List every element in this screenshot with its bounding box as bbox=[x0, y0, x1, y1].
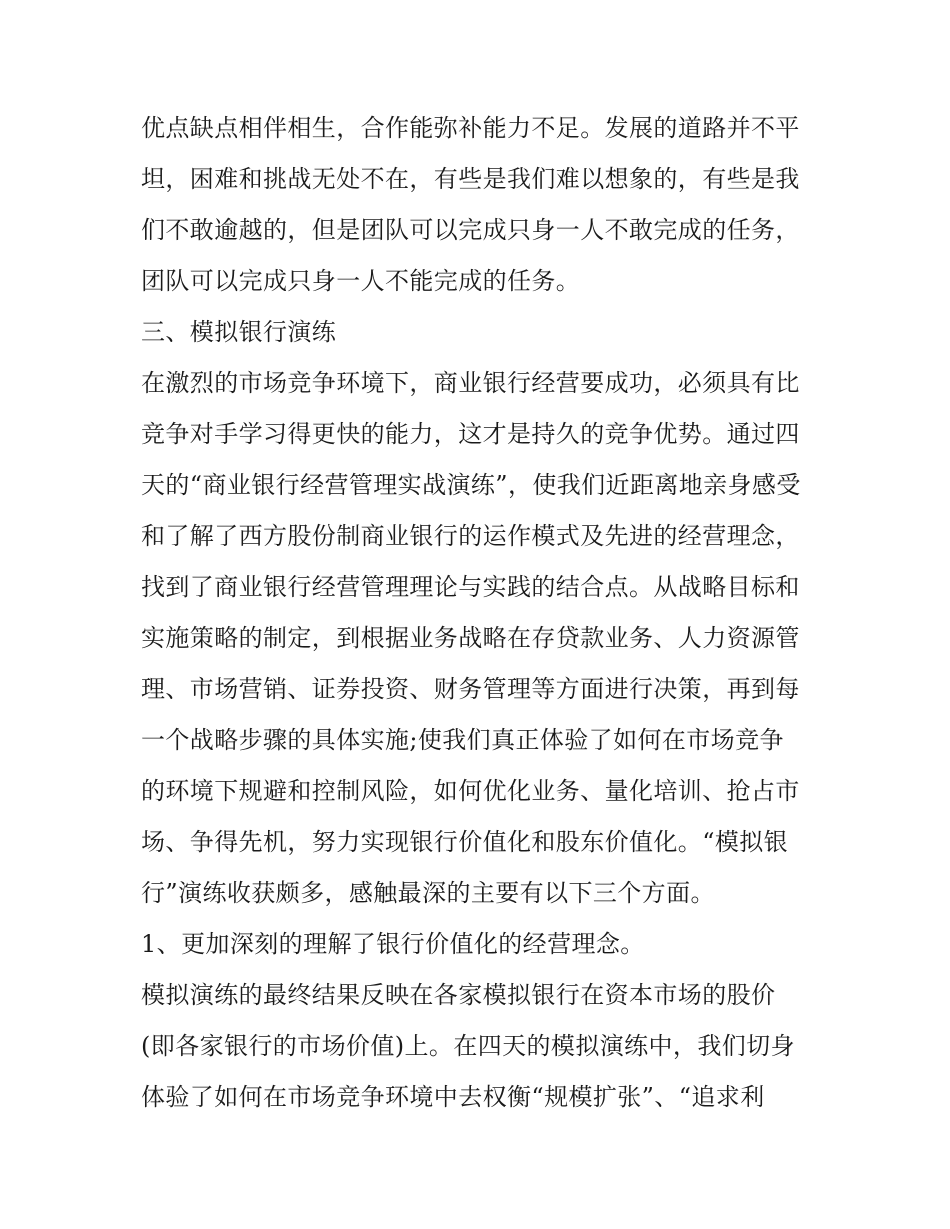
section-heading: 三、模拟银行演练 bbox=[141, 318, 337, 346]
text-line: 实施策略的制定，到根据业务战略在存贷款业务、人力资源管 bbox=[141, 624, 800, 652]
text-line: (即各家银行的市场价值)上。在四天的模拟演练中，我们切身 bbox=[141, 1032, 795, 1060]
text-line: 一个战略步骤的具体实施;使我们真正体验了如何在市场竞争 bbox=[141, 726, 784, 754]
subsection-heading: 1、更加深刻的理解了银行价值化的经营理念。 bbox=[141, 930, 645, 958]
text-line: 行”演练收获颇多，感触最深的主要有以下三个方面。 bbox=[141, 879, 715, 907]
text-line: 优点缺点相伴相生，合作能弥补能力不足。发展的道路并不平 bbox=[141, 114, 800, 142]
text-line: 天的“商业银行经营管理实战演练”，使我们近距离地亲身感受 bbox=[141, 471, 801, 499]
text-line: 理、市场营销、证券投资、财务管理等方面进行决策，再到每 bbox=[141, 675, 800, 703]
text-line: 竞争对手学习得更快的能力，这才是持久的竞争优势。通过四 bbox=[141, 420, 800, 448]
text-line: 场、争得先机，努力实现银行价值化和股东价值化。“模拟银 bbox=[141, 828, 789, 856]
text-line: 和了解了西方股份制商业银行的运作模式及先进的经营理念， bbox=[141, 522, 800, 550]
text-line: 团队可以完成只身一人不能完成的任务。 bbox=[141, 267, 581, 295]
text-line: 模拟演练的最终结果反映在各家模拟银行在资本市场的股价 bbox=[141, 981, 776, 1009]
text-line: 的环境下规避和控制风险，如何优化业务、量化培训、抢占市 bbox=[141, 777, 800, 805]
text-line: 们不敢逾越的，但是团队可以完成只身一人不敢完成的任务， bbox=[141, 216, 800, 244]
document-body bbox=[141, 103, 816, 1123]
text-line: 坦，困难和挑战无处不在，有些是我们难以想象的，有些是我 bbox=[141, 165, 800, 193]
text-line: 在激烈的市场竞争环境下，商业银行经营要成功，必须具有比 bbox=[141, 369, 800, 397]
text-line: 体验了如何在市场竞争环境中去权衡“规模扩张”、“追求利 bbox=[141, 1083, 765, 1111]
text-line: 找到了商业银行经营管理理论与实践的结合点。从战略目标和 bbox=[141, 573, 800, 601]
